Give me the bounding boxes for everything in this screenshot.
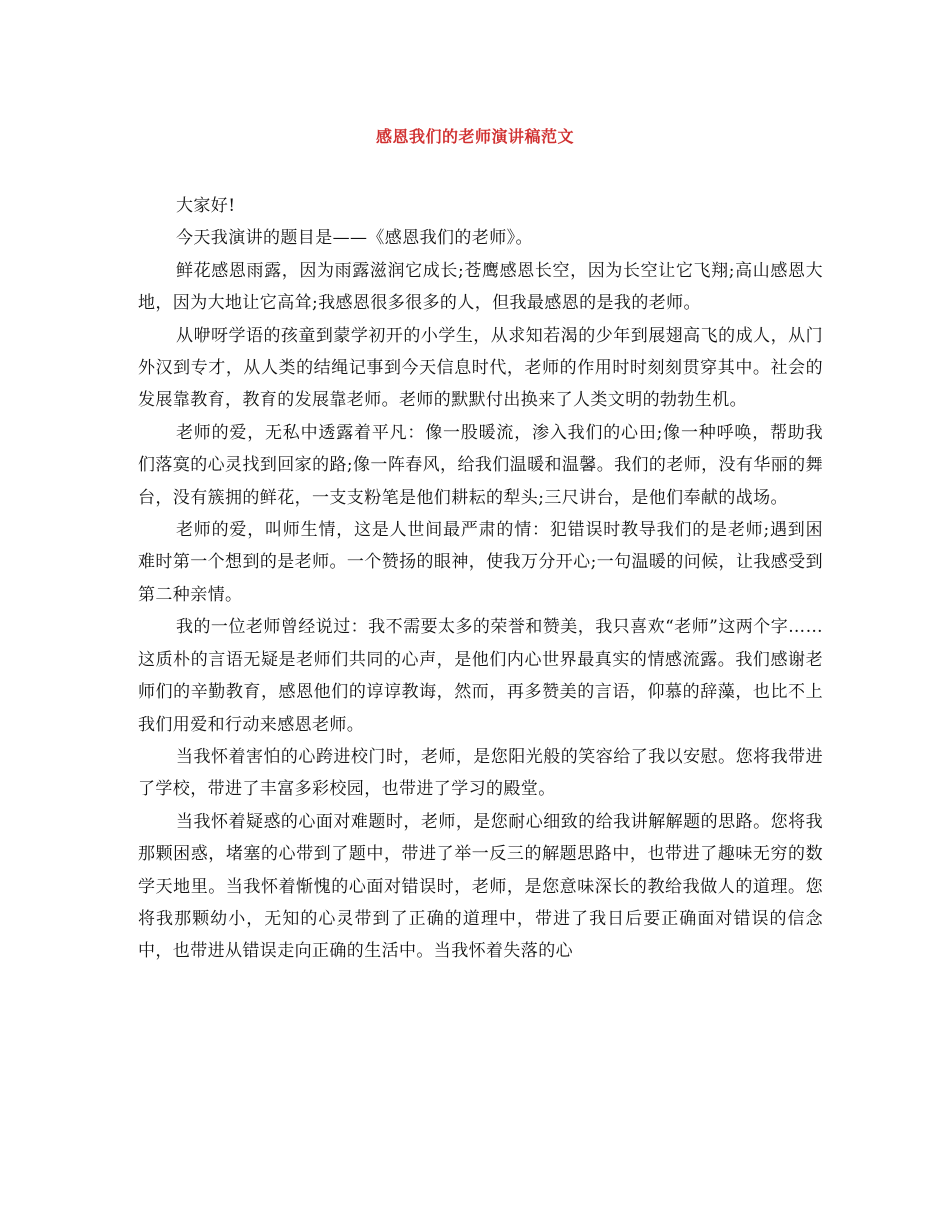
paragraph: 从咿呀学语的孩童到蒙学初开的小学生，从求知若渴的少年到展翅高飞的成人，从门外汉到专才，从人类的结绳记事到今天信息时代，老师的作用时时刻刻贯穿其中。社会的发展靠教育，教育的发展靠老师。老师的默默付出换来了人类文明的勃勃生机。 [138,325,823,411]
paragraph: 当我怀着疑惑的心面对难题时，老师，是您耐心细致的给我讲解解题的思路。您将我那颗困惑，堵塞的心带到了题中，带进了举一反三的解题思路中，也带进了趣味无穷的数学天地里。当我怀着惭愧的心面对错误时，老师，是您意味深长的教给我做人的道理。您将我那颗幼小，无知的心灵带到了正确的道理中，带进了我日后要正确面对错误的信念中，也带进从错误走向正确的生活中。当我怀着失落的心 [138,811,823,962]
paragraph-greeting: 大家好! [176,196,236,216]
paragraph: 我的一位老师曾经说过：我不需要太多的荣誉和赞美，我只喜欢“老师”这两个字……这质朴的言语无疑是老师们共同的心声，是他们内心世界最真实的情感流露。我们感谢老师们的辛勤教育，感恩他们的谆谆教诲，然而，再多赞美的言语，仰慕的辞藻，也比不上我们用爱和行动来感恩老师。 [138,617,823,735]
paragraph: 鲜花感恩雨露，因为雨露滋润它成长;苍鹰感恩长空，因为长空让它飞翔;高山感恩大地，因为大地让它高耸;我感恩很多很多的人，但我最感恩的是我的老师。 [138,260,823,314]
paragraph-topic: 今天我演讲的题目是——《感恩我们的老师》。 [176,228,533,249]
paragraph: 老师的爱，无私中透露着平凡：像一股暖流，渗入我们的心田;像一种呼唤，帮助我们落寞的心灵找到回家的路;像一阵春风，给我们温暖和温馨。我们的老师，没有华丽的舞台，没有簇拥的鲜花，一支支粉笔是他们耕耘的犁头;三尺讲台，是他们奉献的战场。 [138,422,823,508]
document-title: 感恩我们的老师演讲稿范文 [375,127,574,146]
paragraph: 当我怀着害怕的心跨进校门时，老师，是您阳光般的笑容给了我以安慰。您将我带进了学校，带进了丰富多彩校园，也带进了学习的殿堂。 [138,746,823,800]
paragraph: 老师的爱，叫师生情，这是人世间最严肃的情：犯错误时教导我们的是老师;遇到困难时第一个想到的是老师。一个赞扬的眼神，使我万分开心;一句温暖的问候，让我感受到第二种亲情。 [138,520,823,605]
document-body [138,190,823,968]
